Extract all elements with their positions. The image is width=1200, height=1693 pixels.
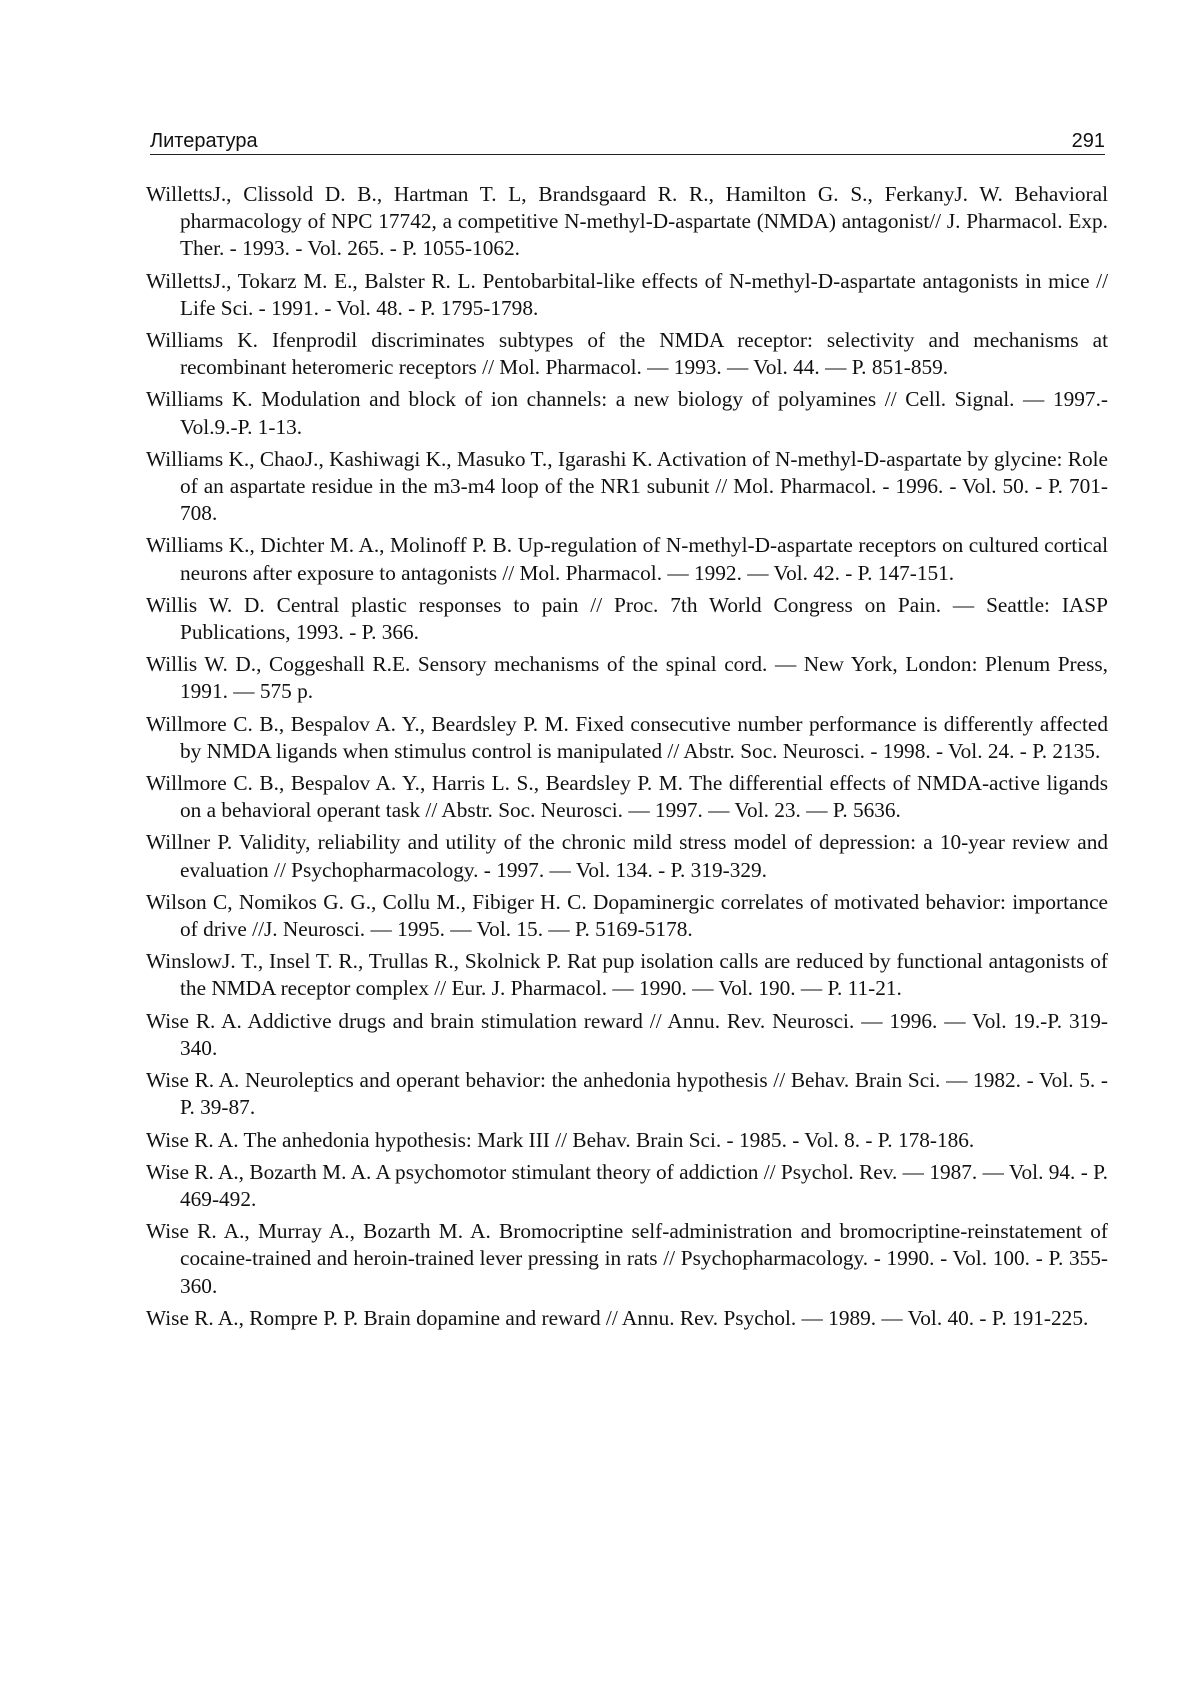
reference-entry: Wise R. A. Addictive drugs and brain stimulation reward // Annu. Rev. Neurosci. — 1996. — Vol. 19.-P. 319-340. bbox=[146, 1008, 1108, 1060]
reference-entry: Wise R. A., Murray A., Bozarth M. A. Bromocriptine self-administration and bromocriptine-reinstatement of cocaine-trained and heroin-trained lever pressing in rats // Psychopharmacology. - 1990. - Vol. 100. - P. 355-360. bbox=[146, 1219, 1108, 1298]
reference-entry: Willmore C. B., Bespalov A. Y., Beardsley P. M. Fixed consecutive number performance is differently affected by NMDA ligands when stimulus control is manipulated // Abstr. Soc. Neurosci. - 1998. - Vol. 24. - P. 2135. bbox=[146, 711, 1108, 763]
reference-entry: Williams K., ChaoJ., Kashiwagi K., Masuko T., Igarashi K. Activation of N-methyl-D-aspartate by glycine: Role of an aspartate residue in the m3-m4 loop of the NR1 subunit // Mol. Pharmacol. - 1996. - Vol. 50. - P. 701-708. bbox=[146, 446, 1108, 526]
reference-entry: Wise R. A. The anhedonia hypothesis: Mark III // Behav. Brain Sci. - 1985. - Vol. 8. - P. 178-186. bbox=[146, 1127, 975, 1152]
reference-entry: Williams K. Modulation and block of ion channels: a new biology of polyamines // Cell. Signal. — 1997.-Vol.9.-P. 1-13. bbox=[146, 387, 1108, 439]
reference-entry: WinslowJ. T., Insel T. R., Trullas R., Skolnick P. Rat pup isolation calls are reduced by functional antagonists of the NMDA receptor complex // Eur. J. Pharmacol. — 1990. — Vol. 190. — P. 11-21. bbox=[146, 949, 1108, 1001]
section-title: Литература bbox=[150, 130, 258, 152]
reference-list bbox=[146, 181, 1108, 1337]
reference-entry: Williams K., Dichter M. A., Molinoff P. B. Up-regulation of N-methyl-D-aspartate receptors on cultured cortical neurons after exposure to antagonists // Mol. Pharmacol. — 1992. — Vol. 42. - P. 147-151. bbox=[146, 533, 1108, 585]
reference-entry: Wise R. A., Bozarth M. A. A psychomotor stimulant theory of addiction // Psychol. Rev. — 1987. — Vol. 94. - P. 469-492. bbox=[146, 1159, 1108, 1211]
reference-entry: Willner P. Validity, reliability and utility of the chronic mild stress model of depression: a 10-year review and evaluation // Psychopharmacology. - 1997. — Vol. 134. - P. 319-329. bbox=[146, 830, 1108, 882]
reference-entry: Willmore C. B., Bespalov A. Y., Harris L. S., Beardsley P. M. The differential effects of NMDA-active ligands on a behavioral operant task // Abstr. Soc. Neurosci. — 1997. — Vol. 23. — P. 5636. bbox=[146, 771, 1108, 823]
reference-entry: Wilson C, Nomikos G. G., Collu M., Fibiger H. C. Dopaminergic correlates of motivated behavior: importance of drive //J. Neurosci. — 1995. — Vol. 15. — P. 5169-5178. bbox=[146, 889, 1108, 942]
reference-entry: Williams K. Ifenprodil discriminates subtypes of the NMDA receptor: selectivity and mechanisms at recombinant heteromeric receptors // Mol. Pharmacol. — 1993. — Vol. 44. — P. 851-859. bbox=[146, 328, 1108, 380]
reference-entry: Willis W. D., Coggeshall R.E. Sensory mechanisms of the spinal cord. — New York, London: Plenum Press, 1991. — 575 p. bbox=[146, 652, 1108, 704]
reference-entry: WillettsJ., Tokarz M. E., Balster R. L. Pentobarbital-like effects of N-methyl-D-aspartate antagonists in mice // Life Sci. - 1991. - Vol. 48. - P. 1795-1798. bbox=[146, 268, 1108, 320]
reference-entry: Wise R. A., Rompre P. P. Brain dopamine and reward // Annu. Rev. Psychol. — 1989. — Vol. 40. - P. 191-225. bbox=[146, 1305, 1089, 1330]
reference-entry: Wise R. A. Neuroleptics and operant behavior: the anhedonia hypothesis // Behav. Brain Sci. — 1982. - Vol. 5. - P. 39-87. bbox=[146, 1068, 1108, 1120]
running-header bbox=[150, 124, 1105, 155]
page-number: 291 bbox=[1071, 130, 1105, 152]
reference-entry: Willis W. D. Central plastic responses to pain // Proc. 7th World Congress on Pain. — Seattle: IASP Publications, 1993. - P. 366. bbox=[146, 592, 1108, 645]
reference-entry: WillettsJ., Clissold D. B., Hartman T. L, Brandsgaard R. R., Hamilton G. S., FerkanyJ. W. Behavioral pharmacology of NPC 17742, a competitive N-methyl-D-aspartate (NMDA) antagonist// J. Pharmacol. Exp. Ther. - 1993. - Vol. 265. - P. 1055-1062. bbox=[146, 182, 1108, 261]
